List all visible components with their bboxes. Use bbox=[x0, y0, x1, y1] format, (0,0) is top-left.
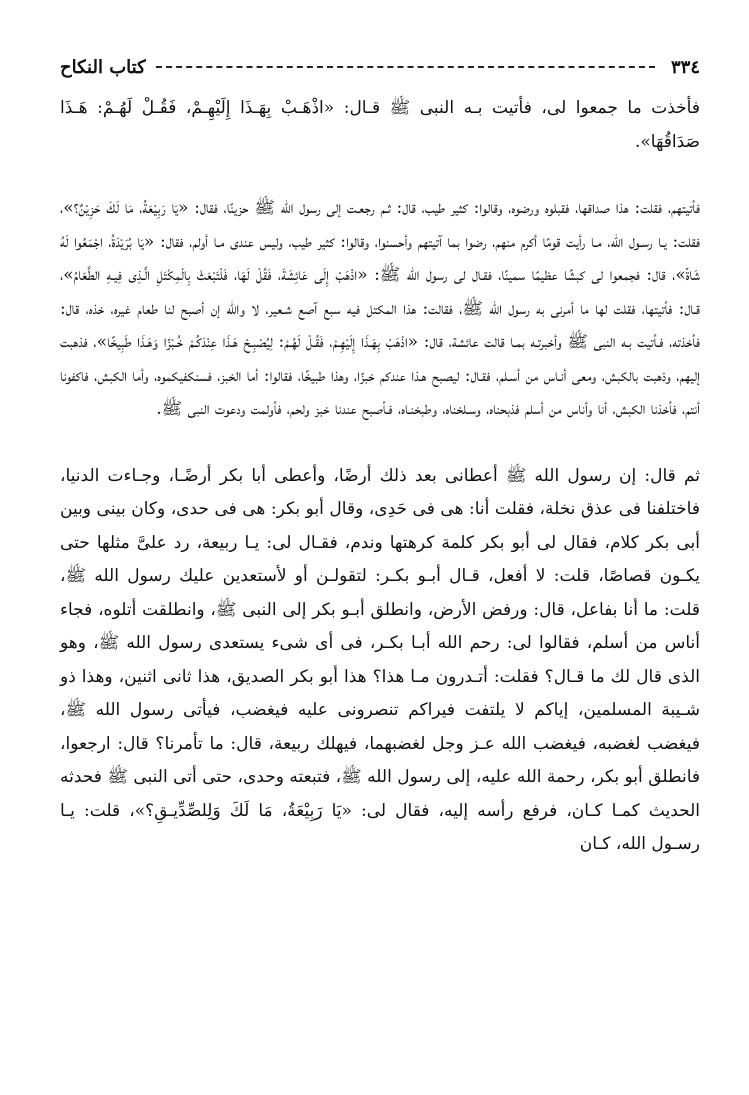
body-text bbox=[60, 92, 700, 862]
running-header bbox=[60, 52, 700, 82]
paragraph-1: فأخذت ما جمعوا لى، فأتيت بـه النبى ﷺ قـال: «اذْهَـبْ بِهَـذَا إِلَيْهِـمْ، فَقُـلْ لَهُـمْ: هَـذَا صَدَاقُهَا». bbox=[60, 98, 700, 152]
paragraph-3: ثم قال: إن رسول الله ﷺ أعطانى بعد ذلك أرضًا، وأعطى أبا بكر أرضًـا، وجـاءت الدنيا، فاختلفنا فى عذق نخلة، فقلت أنا: هى فى حَدِى، وقال أبو بكر: هى فى حدى، وكان بينى وبين أبى بكر كلام، فقال لى أبو بكر كلمة كرهتها وندم، فقـال لى: يـا ربيعة، رد علىَّ مثلها حتى يكـون قصاصًا، قلت: لا أفعل، قـال أبـو بكـر: لتقولـن أو لأستعدين عليك رسول الله ﷺ، قلت: ما أنا بفاعل، قال: ورفض الأرض، وانطلق أبـو بكر إلى النبى ﷺ، وانطلقت أتلوه، فجاء أناس من أسلم، فقالوا لى: رحم الله أبـا بكـر، فى أى شىء يستعدى رسول الله ﷺ، وهو الذى قال لك ما قـال؟ فقلت: أتـدرون مـا هذا؟ هذا أبو بكر الصديق، هذا ثانى اثنين، وهذا ذو شـيبة المسلمين، إياكم لا يلتفت فيراكم تنصرونى عليه فيغضب، فيأتى رسول الله ﷺ، فيغضب لغضبه، فيغضب الله عـز وجل لغضبهما، فيهلك ربيعة، قال: ما تأمرنا؟ قال: ارجعوا، فانطلق أبو بكر، رحمة الله عليه، إلى رسول الله ﷺ، فتبعته وحدى، حتى أتى النبى ﷺ فحدثه الحديث كمـا كـان، فرفع رأسه إليه، فقال لى: «يَا رَبِيْعَةُ، مَا لَكَ وَلِلصِّدِّيـقِ؟»، قلت: يـا رسـول الله، كـان bbox=[60, 465, 700, 854]
header-dashed-rule bbox=[156, 66, 655, 68]
book-page bbox=[60, 0, 700, 1095]
paragraph-gap bbox=[60, 427, 700, 460]
chapter-title: كتاب النكاح bbox=[60, 56, 146, 78]
page-number: ٣٣٤ bbox=[670, 56, 700, 78]
paragraph-2: فأتيتهم، فقلت: هذا صداقها، فقبلوه ورضوه، وقالوا: كثير طيب، قال: ثـم رجعـت إلى رسول الله ﷺ حزينًا، فقال: «يَا رَبِيْعَةُ، مَا لَكَ حَزِيْنٌ؟»، فقلت: يـا رسـول الله، مـا رأيت قومًا أكرم منهم، رضوا بما آتيتهم وأحسنوا، وقالوا: كثير طيب، وليس عندى مـا أولم، فقال: «يَا بُرَيْدَةُ، اجْمَعُوا لَهُ شَاةً»، قال: فجمعوا لى كبشًا عظيمًا سمينًا، فقـال لى رسول الله ﷺ: «اذْهَبْ إِلَى عَائِشَةَ، فَقُلْ لَهَا، فَلْتَبْعَثْ بِالْمِكْتَلِ الَّـذِى فِيـهِ الطَّعَامُ»، قـال: فأتيتها، فقلت لها ما أمرنى به رسول الله ﷺ، فقالت: هذا المكتل فيه سبع آصع شـعير، لا والله إن أصبح لنا طعام غيره، خذه، قال: فأخذته، فـأتيت بـه النبى ﷺ وأخبرتـه بمـا قالت عائشة، قال: «اذْهَبْ بِهَـذَا إِلَيْهِـمْ، فَقُـلْ لَهُـمْ: لِيُصْبِـحْ هَـذَا عِنْدَكُـمْ خُـبْزًا وَهَـذَا طَبِيخًا»، فذهبت إليهم، وذهبت بالكبش، ومعى أنـاس من أسـلم، فقـال: ليصبح هـذا عندكم خبزًا، وهذا طبيخًا، فقالوا: أما الخبز، فسنكفيكموه، وأما الكبش، فاكفونا أنتم، فأخذنا الكبش، أنا وأناس من أسلم فذبحناه، وسـلخناه، وطبخنـاه، فـأصبح عندنا خبز ولحم، فأولمت ودعوت النبى ﷺ. bbox=[60, 198, 700, 419]
paragraph-gap bbox=[60, 159, 700, 192]
